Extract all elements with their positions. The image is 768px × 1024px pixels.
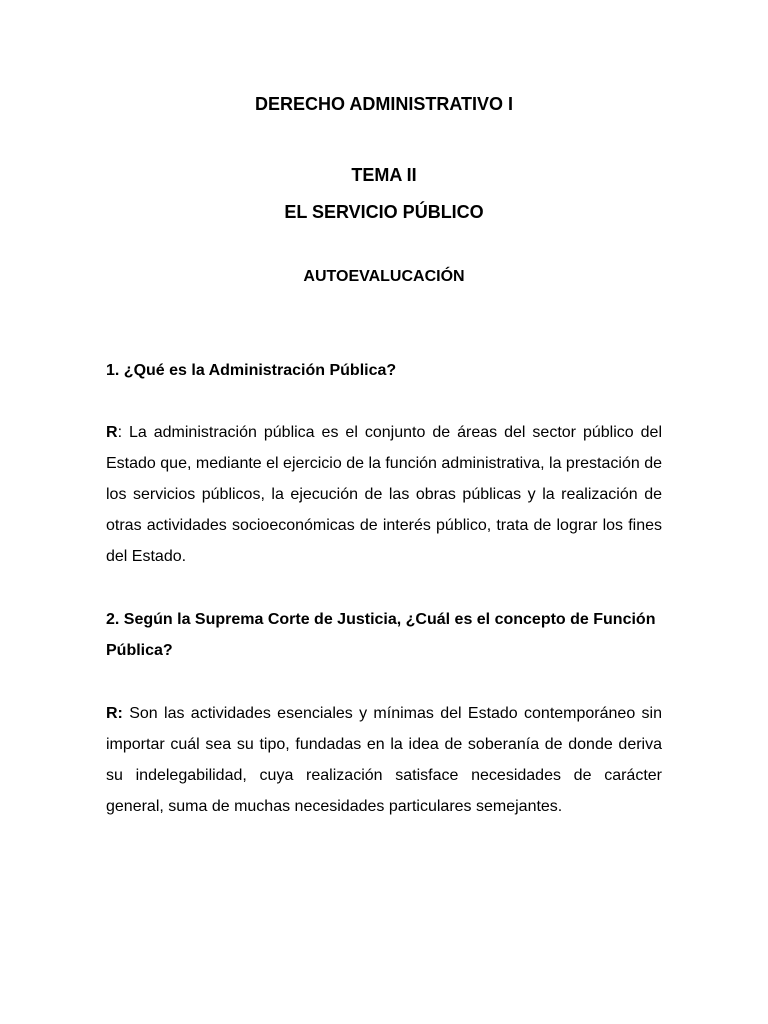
- answer-marker: R: [106, 424, 118, 441]
- answer-text: : La administración pública es el conjunto de áreas del sector público del Estado que, mediante el ejercicio de la función administrativa, la prestación de los servicios públicos, la ejecución de las obras públicas y la realización de otras actividades socioeconómicas de interés público, trata de lograr los fines del Estado.: [106, 424, 662, 565]
- answer-1: [106, 417, 662, 572]
- topic-name: EL SERVICIO PÚBLICO: [284, 202, 484, 222]
- answer-2: [106, 698, 662, 822]
- course-title: DERECHO ADMINISTRATIVO I: [254, 94, 513, 114]
- answer-text: Son las actividades esenciales y mínimas del Estado contemporáneo sin importar cuál sea su tipo, fundadas en la idea de soberanía de donde deriva su indelegabilidad, cuya realización satisface necesidades de carácter general, suma de muchas necesidades particulares semejantes.: [106, 705, 662, 815]
- section-label: AUTOEVALUCACIÓN: [303, 268, 465, 285]
- question-2: 2. Según la Suprema Corte de Justicia, ¿Cuál es el concepto de Función Pública?: [106, 611, 656, 659]
- topic-number: TEMA II: [351, 165, 417, 185]
- answer-marker: R:: [106, 705, 123, 722]
- question-1: 1. ¿Qué es la Administración Pública?: [106, 362, 397, 379]
